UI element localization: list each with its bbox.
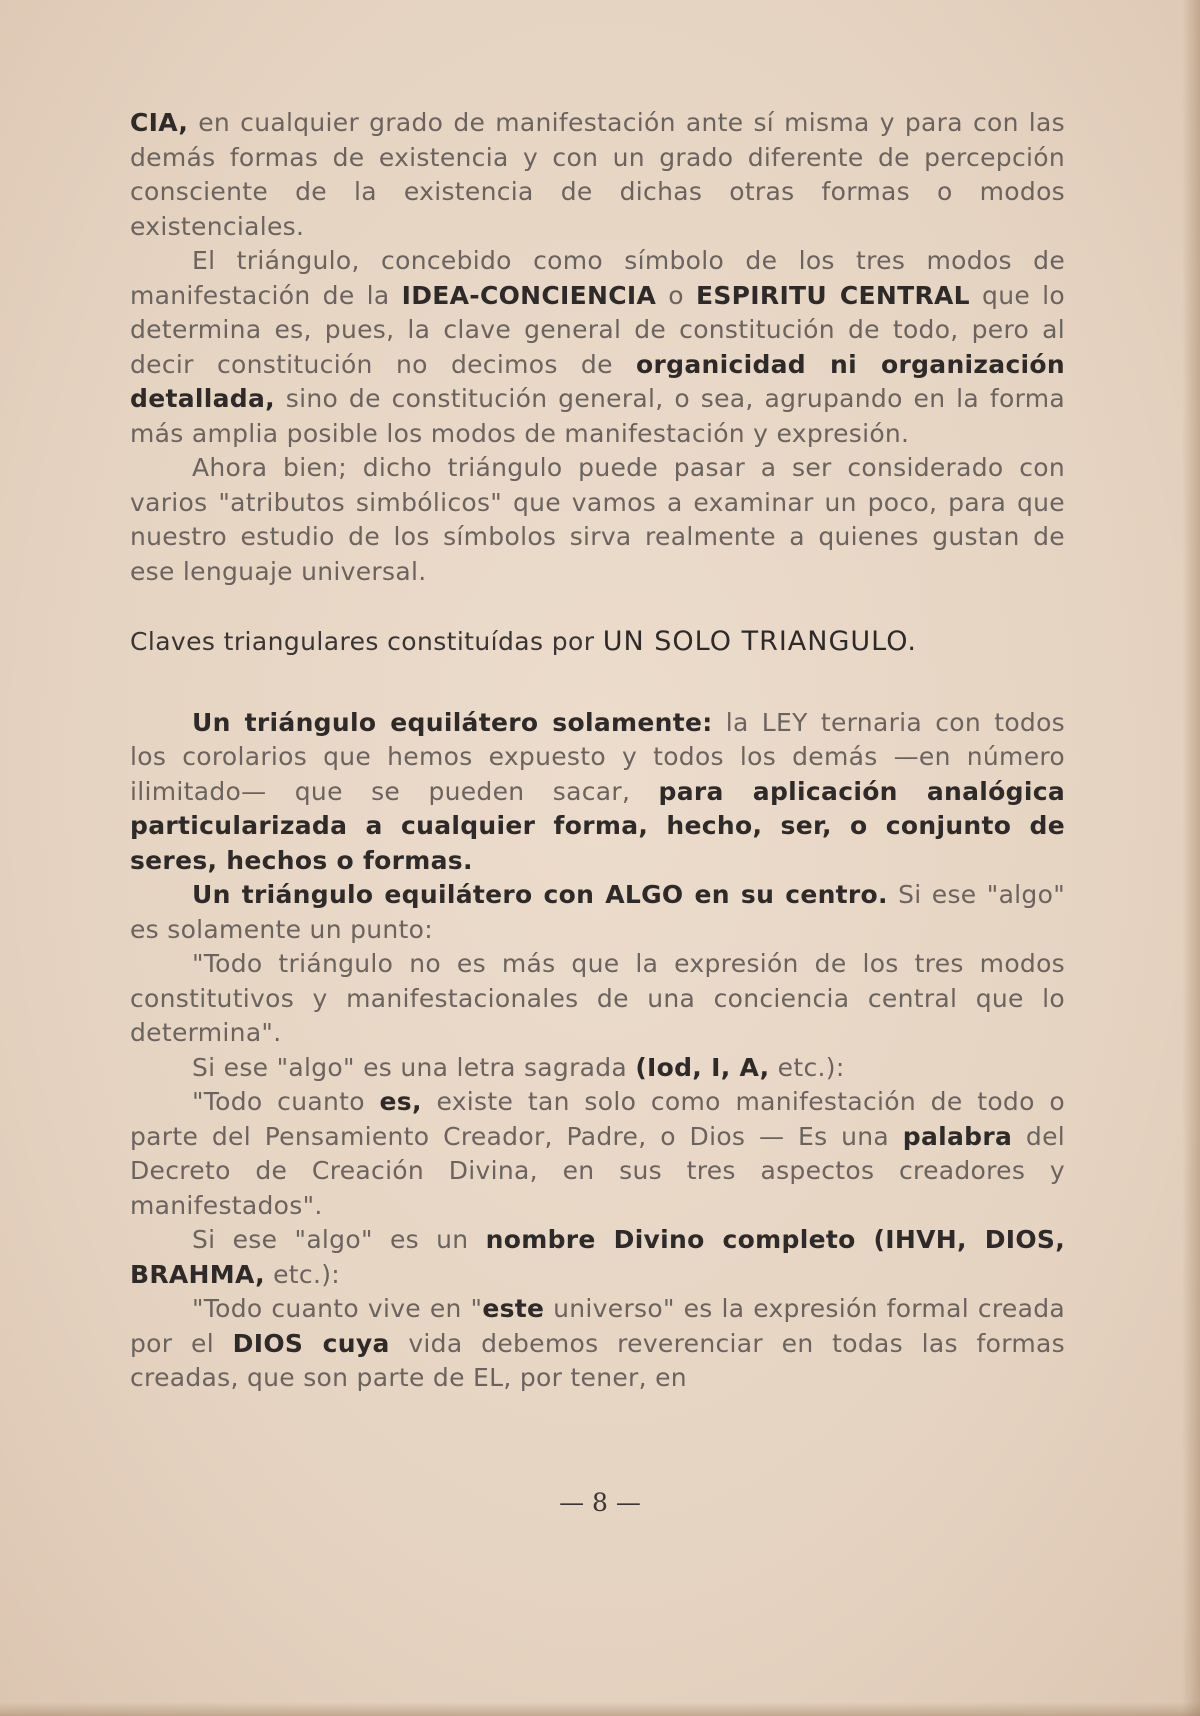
bold-text: para aplicación analógica particularizada a cualquier forma, hecho, ser, o conjunto de seres, hechos o formas. <box>130 776 1065 875</box>
text-run: "Todo triángulo no es más que la expresión de los tres modos constitutivos y manifestacionales de una conciencia central que lo determina". <box>130 949 1065 1047</box>
text-run: universo" es la expresión formal creada por el <box>130 1294 1065 1358</box>
bold-text: IDEA-CONCIENCIA <box>401 280 657 310</box>
text-run: etc.): <box>264 1259 340 1289</box>
text-run: que lo determina es, pues, la clave general de constitución de todo, pero al decir constitución no decimos de <box>130 280 1065 379</box>
paragraph <box>130 106 1065 244</box>
text-run: Claves triangulares constituídas por <box>130 627 603 656</box>
text-run: etc.): <box>769 1052 845 1082</box>
bold-text: Un triángulo equilátero solamente: <box>192 707 713 737</box>
bold-text: organicidad ni organización detallada, <box>130 349 1066 413</box>
paragraph <box>130 1223 1065 1292</box>
bold-text: (Iod, I, A, <box>635 1052 770 1082</box>
bold-text: DIOS cuya <box>232 1328 390 1358</box>
bold-text: CIA, <box>130 108 189 137</box>
body-text <box>130 106 1065 1396</box>
page-edge-shadow-bottom <box>0 1702 1200 1716</box>
page-number: — 8 — <box>559 1488 641 1517</box>
text-run: sino de constitución general, o sea, agrupando en la forma más amplia posible los modos de manifestación y expresión. <box>130 384 1065 448</box>
text-run: Si ese "algo" es un <box>192 1225 486 1254</box>
bold-text: nombre Divino completo (IHVH, DIOS, BRAHMA, <box>130 1225 1066 1289</box>
paragraph <box>130 1051 1065 1086</box>
text-run: El triángulo, concebido como símbolo de los tres modos de manifestación de la <box>130 246 1065 310</box>
text-run: en cualquier grado de manifestación ante sí misma y para con las demás formas de existencia y con un grado diferente de percepción consciente de la existencia de dichas otras formas o modos existenciales. <box>130 108 1065 241</box>
text-run: Si ese "algo" es solamente un punto: <box>130 880 1065 944</box>
bold-text: ESPIRITU CENTRAL <box>695 280 970 310</box>
paragraph <box>130 1085 1065 1223</box>
heading-emphasis: UN SOLO TRIANGULO. <box>602 626 917 657</box>
text-run: "Todo cuanto vive en " <box>192 1294 483 1323</box>
text-run: Si ese "algo" es una letra sagrada <box>192 1052 636 1082</box>
text-run: existe tan solo como manifestación de todo o parte del Pensamiento Creador, Padre, o Dios — Es una <box>130 1087 1065 1151</box>
section-heading <box>130 625 1065 660</box>
paragraph <box>130 244 1065 451</box>
bold-text: Un triángulo equilátero con ALGO en su centro. <box>192 880 888 909</box>
page-edge-shadow-right <box>1182 0 1200 1716</box>
bold-text: palabra <box>902 1121 1013 1151</box>
paragraph <box>130 878 1065 947</box>
bold-text: es, <box>379 1087 422 1116</box>
text-run: o <box>656 280 696 310</box>
text-run: "Todo cuanto <box>192 1087 380 1116</box>
bold-text: este <box>482 1294 545 1323</box>
paragraph <box>130 451 1065 589</box>
text-run: la LEY ternaria con todos los corolarios que hemos expuesto y todos los demás —en número ilimitado— que se pueden sacar, <box>130 707 1065 806</box>
text-run: del Decreto de Creación Divina, en sus tres aspectos creadores y manifestados". <box>130 1121 1065 1220</box>
text-run: Ahora bien; dicho triángulo puede pasar a ser considerado con varios "atributos simbólicos" que vamos a examinar un poco, para que nuestro estudio de los símbolos sirva realmente a quienes gustan de ese lenguaje universal. <box>130 453 1065 586</box>
paragraph <box>130 706 1065 879</box>
paragraph <box>130 947 1065 1051</box>
text-run: vida debemos reverenciar en todas las formas creadas, que son parte de EL, por tener, en <box>130 1328 1065 1392</box>
paragraph <box>130 1292 1065 1396</box>
